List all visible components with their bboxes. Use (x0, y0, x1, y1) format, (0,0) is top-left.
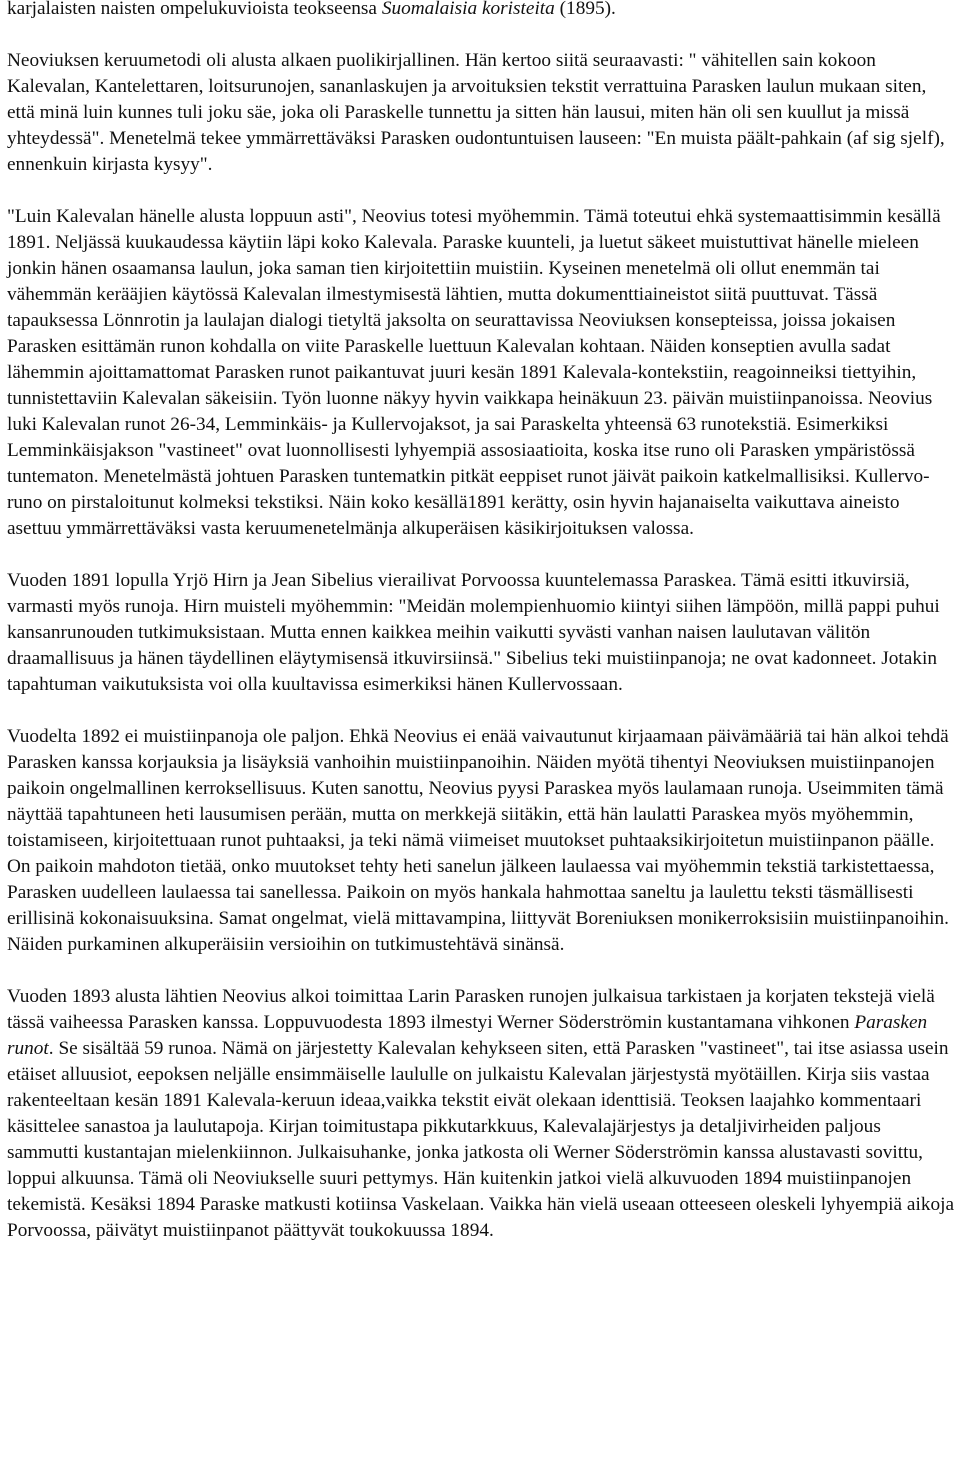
text-run: "Luin Kalevalan hänelle alusta loppuun asti", Neovius totesi myöhemmin. Tämä toteutui ehkä systemaattisimmin kesällä 1891. Neljässä kuukaudessa käytiin läpi koko Kalevala. Paraske kuunteli, ja luetut säkeet muistuttivat hänelle mieleen jonkin hänen osaamansa laulun, joka saman tien kirjoitettiin muistiin. Kyseinen menetelmä oli ollut enemmän tai vähemmän kerääjien käytössä Kalevalan ilmestymisestä lähtien, mutta dokumenttiaineistot siitä puuttuvat. Tässä tapauksessa Lönnrotin ja laulajan dialogi tietyltä jaksolta on seurattavissa Neoviuksen konsepteissa, joissa jokaisen Parasken esittämän runon kohdalla on viite Paraskelle luettuun Kalevalan kohtaan. Näiden konseptien avulla sadat lähemmin ajoittamattomat Parasken runot paikantuvat juuri kesän 1891 Kalevala-kontekstiin, reagoinneiksi tiettyihin, tunnistettaviin Kalevalan säkeisiin. Työn luonne näkyy hyvin vaikkapa heinäkuun 23. päivän muistiinpanoissa. Neovius luki Kalevalan runot 26-34, Lemminkäis- ja Kullervojaksot, ja sai Paraskelta yhteensä 63 runotekstiä. Esimerkiksi Lemminkäisjakson "vastineet" ovat luonnollisesti lyhyempiä assosiaatioita, koska itse runo oli Parasken ympäristössä tuntematon. Menetelmästä johtuen Parasken tuntematkin pitkät eeppiset runot jäivät paikoin katkelmallisiksi. Kullervo-runo on pirstaloitunut kolmeksi tekstiksi. Näin koko kesällä1891 kerätty, osin hyvin hajanaiselta vaikuttava aineisto asettuu ymmärrettäväksi vasta keruumenetelmänja alkuperäisen käsikirjoituksen valossa. (7, 206, 941, 539)
paragraph (7, 0, 955, 22)
text-run: . Se sisältää 59 runoa. Nämä on järjestetty Kalevalan kehykseen siten, että Parasken "vastineet", tai itse asiassa usein etäiset alluusiot, eepoksen neljälle ensimmäiselle laululle on julkaistu Kalevalan järjestystä myötäillen. Kirja siis vastaa rakenteeltaan kesän 1891 Kalevala-keruun ideaa,vaikka tekstit eivät olekaan identtisiä. Teoksen laajahko kommentaari käsittelee sanastoa ja laulutapoja. Kirjan toimitustapa pikkutarkkuus, Kalevalajärjestys ja detaljivirheiden paljous sammutti kustantajan mielenkiinnon. Julkaisuhanke, jonka jatkosta oli Werner Söderströmin kanssa alustavasti sovittu, loppui alkuunsa. Tämä oli Neoviukselle suuri pettymys. Hän kuitenkin jatkoi vielä alkuvuoden 1894 muistiinpanojen tekemistä. Kesäksi 1894 Paraske matkusti kotiinsa Vaskelaan. Vaikka hän vielä useaan otteeseen oleskeli lyhyempiä aikoja Porvoossa, päivätyt muistiinpanot päättyvät toukokuussa 1894. (7, 1038, 955, 1241)
text-run: (1895). (554, 0, 616, 19)
book-title: Suomalaisia koristeita (381, 0, 555, 19)
text-run: Vuoden 1893 alusta lähtien Neovius alkoi toimittaa Larin Parasken runojen julkaisua tarkistaen ja korjaten tekstejä vielä tässä vaiheessa Parasken kanssa. Loppuvuodesta 1893 ilmestyi Werner Söderströmin kustantamana vihkonen (7, 986, 935, 1033)
paragraph (7, 984, 955, 1244)
text-run: karjalaisten naisten ompelukuvioista teokseensa (7, 0, 382, 19)
paragraph (7, 48, 955, 178)
document-body (7, 0, 955, 1270)
text-run: Vuodelta 1892 ei muistiinpanoja ole paljon. Ehkä Neovius ei enää vaivautunut kirjaamaan päivämääriä tai hän alkoi tehdä Parasken kanssa korjauksia ja lisäyksiä vanhoihin muistiinpanoihin. Näiden myötä tihentyi Neoviuksen muistiinpanojen paikoin ongelmallinen kerroksellisuus. Kuten sanottu, Neovius pyysi Paraskea myös laulamaan runoja. Useimmiten tämä näyttää tapahtuneen heti lausumisen perään, mutta on merkkejä siitäkin, että hän laulatti Paraskea myös myöhemmin, toistamiseen, kirjoitettuaan runot puhtaaksi, ja teki nämä viimeiset muutokset puhtaaksikirjoitetun muistiinpanon päälle. On paikoin mahdoton tietää, onko muutokset tehty heti sanelun jälkeen laulaessa vai myöhemmin tekstiä tarkistettaessa, Parasken uudelleen laulaessa tai sanellessa. Paikoin on myös hankala hahmottaa saneltu ja laulettu teksti täsmällisesti erillisinä kokonaisuuksina. Samat ongelmat, vielä mittavampina, liittyvät Boreniuksen monikerroksisiin muistiinpanoihin. Näiden purkaminen alkuperäisiin versioihin on tutkimustehtävä sinänsä. (7, 726, 949, 955)
paragraph (7, 204, 955, 542)
text-run: Vuoden 1891 lopulla Yrjö Hirn ja Jean Sibelius vierailivat Porvoossa kuuntelemassa Paraskea. Tämä esitti itkuvirsiä, varmasti myös runoja. Hirn muisteli myöhemmin: "Meidän molempienhuomio kiintyi siihen lämpöön, millä pappi puhui kansanrunouden tutkimuksistaan. Mutta ennen kaikkea meihin vaikutti syvästi vanhan naisen laulutavan välitön draamallisuus ja hänen täydellinen eläytymisensä itkuvirsiinsä." Sibelius teki muistiinpanoja; ne ovat kadonneet. Jotakin tapahtuman vaikutuksista voi olla kuultavissa esimerkiksi hänen Kullervossaan. (7, 570, 940, 695)
book-title: Parasken runot (7, 1012, 928, 1059)
text-run: Neoviuksen keruumetodi oli alusta alkaen puolikirjallinen. Hän kertoo siitä seuraavasti: " vähitellen sain kokoon Kalevalan, Kantelettaren, loitsurunojen, sananlaskujen ja arvoituksien tekstit verrattuina Parasken laulun mukaan siten, että minä luin kunnes tuli joku säe, joka oli Paraskelle tunnettu ja sitten hän lausui, miten hän oli sen kuullut ja missä yhteydessä". Menetelmä tekee ymmärrettäväksi Parasken oudontuntuisen lauseen: "En muista päält-pahkain (af sig sjelf), ennenkuin kirjasta kysyy". (7, 50, 945, 175)
paragraph (7, 724, 955, 958)
paragraph (7, 568, 955, 698)
